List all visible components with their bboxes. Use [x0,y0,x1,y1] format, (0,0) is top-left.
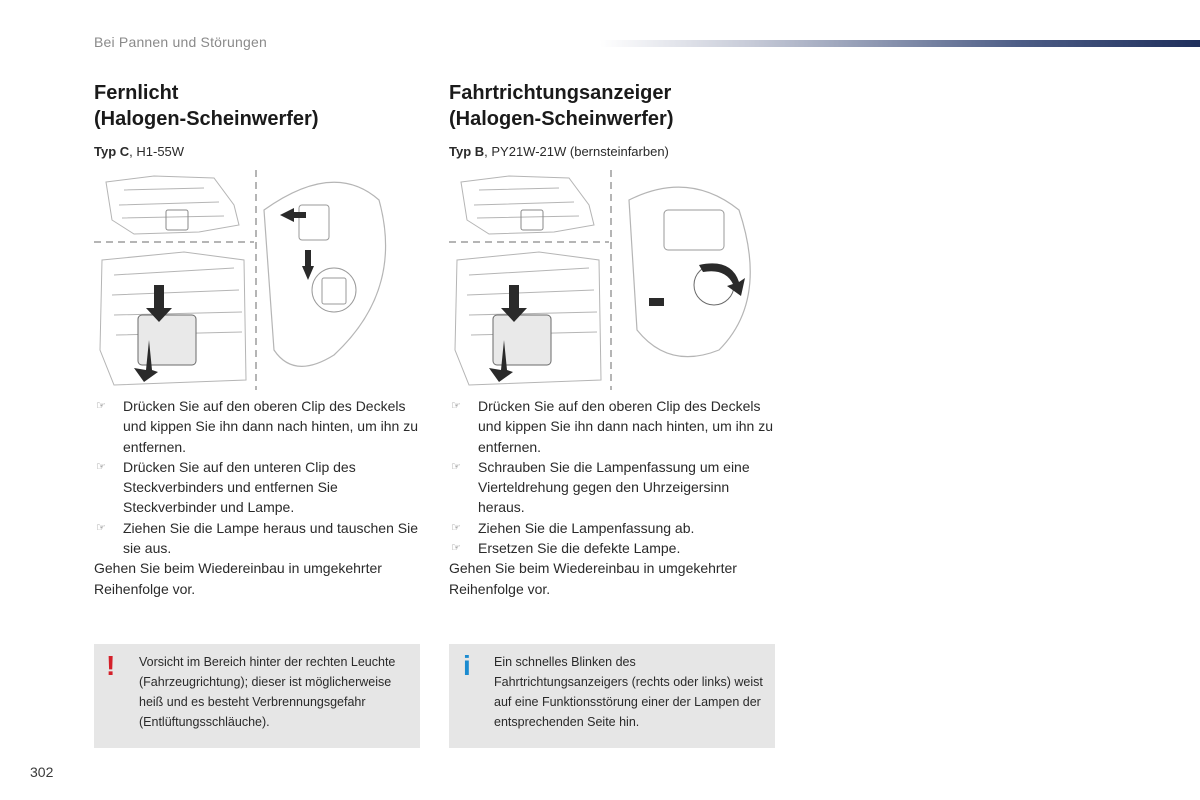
step-text: Drücken Sie auf den unteren Clip des Steckverbinders und entfernen Sie Steckverbinder und Lampe. [123,458,356,516]
step-text: Drücken Sie auf den oberen Clip des Deckels und kippen Sie ihn dann nach hinten, um ihn zu entfernen. [478,398,773,455]
reassembly-note: Gehen Sie beim Wiedereinbau in umgekehrter Reihenfolge vor. [449,560,737,597]
step-text: Ziehen Sie die Lampenfassung ab. [478,519,695,536]
hand-pointer-icon: ☞ [96,400,106,412]
warning-icon: ! [106,650,116,681]
left-type-label: Typ C [94,144,130,159]
list-item [449,538,779,558]
hand-pointer-icon: ☞ [451,542,461,555]
right-type-value: , PY21W-21W (bernsteinfarben) [484,144,669,159]
list-item [449,518,779,538]
list-item [449,396,779,457]
left-title [94,80,424,132]
right-title-line1: Fahrtrichtungsanzeiger [449,82,672,104]
right-title-line2: (Halogen-Scheinwerfer) [449,108,674,130]
left-column-header [94,80,424,159]
left-headlamp-illustration [94,170,404,390]
hand-pointer-icon: ☞ [451,460,461,473]
info-icon: i [463,650,471,681]
list-item [94,396,424,457]
right-type-label: Typ B [449,144,485,159]
right-column-header [449,80,779,159]
left-type-line [94,144,424,159]
warning-text: Vorsicht im Bereich hinter der rechten Leuchte (Fahrzeugrichtung); dieser ist möglicherweise heiß und es besteht Verbrennungsgefahr (Entlüftungsschläuche). [139,655,396,729]
left-title-line2: (Halogen-Scheinwerfer) [94,108,319,130]
header-decoration-bar [600,40,1200,47]
step-text: Ersetzen Sie die defekte Lampe. [478,540,681,557]
step-text: Ziehen Sie die Lampe heraus und tauschen Sie sie aus. [123,519,418,557]
hand-pointer-icon: ☞ [96,460,106,473]
step-text: Drücken Sie auf den oberen Clip des Deckels und kippen Sie ihn dann nach hinten, um ihn zu entfernen. [123,398,418,455]
hand-pointer-icon: ☞ [451,400,461,412]
right-instructions [449,396,779,599]
indicator-replacement-diagram [449,170,759,390]
list-item [94,518,424,559]
right-headlamp-illustration [449,170,759,390]
list-item [94,457,424,518]
reassembly-note: Gehen Sie beim Wiedereinbau in umgekehrter Reihenfolge vor. [94,560,382,597]
warning-box [94,644,420,748]
info-box [449,644,775,748]
left-type-value: , H1-55W [129,144,185,159]
list-item [449,457,779,518]
right-type-line [449,144,779,159]
page-number: 302 [30,764,54,780]
high-beam-replacement-diagram [94,170,404,390]
left-instructions [94,396,424,599]
left-title-line1: Fernlicht [94,82,179,104]
hand-pointer-icon: ☞ [96,521,106,534]
section-header-title: Bei Pannen und Störungen [94,34,267,50]
right-title [449,80,779,132]
step-text: Schrauben Sie die Lampenfassung um eine Vierteldrehung gegen den Uhrzeigersinn heraus. [478,458,750,516]
hand-pointer-icon: ☞ [451,521,461,534]
info-text: Ein schnelles Blinken des Fahrtrichtungsanzeigers (rechts oder links) weist auf eine Funktionsstörung einer der Lampen der entsprechenden Seite hin. [494,655,763,729]
